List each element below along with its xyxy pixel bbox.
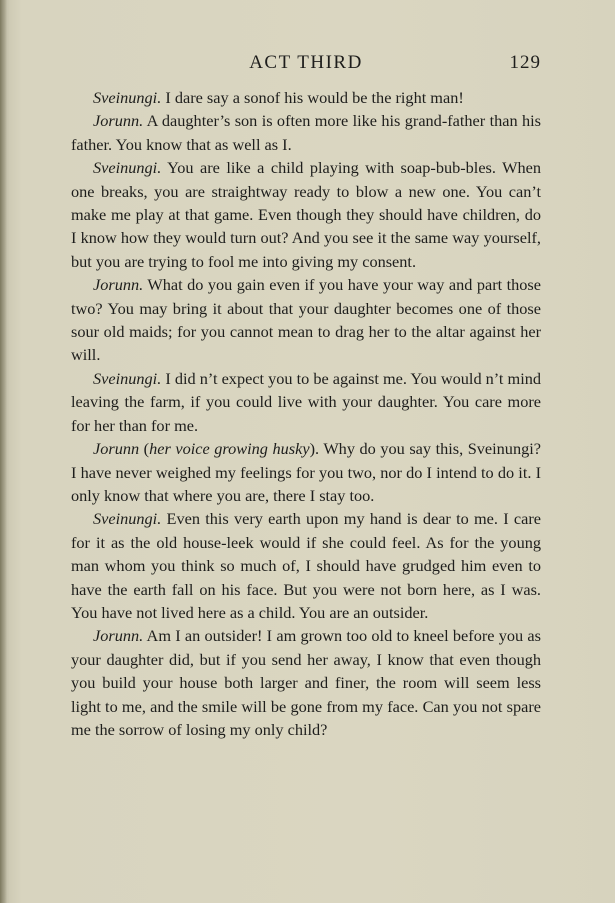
running-head: ACT THIRD (249, 52, 363, 73)
dialogue-paragraph (71, 86, 541, 109)
dialogue-paragraph (71, 273, 541, 367)
dialogue-paragraph (71, 156, 541, 273)
speaker-name: Jorunn. (93, 626, 144, 646)
book-page (71, 50, 541, 741)
speech-text: Even this very earth upon my hand is dear to me. I care for it as the old house-leek would if she could feel. As for the young man whom you think so much of, I should have grudged him even to have the earth fall on his face. But you were not born here, as I was. You have not lived here as a child. You are an outsider. (71, 509, 541, 622)
stage-direction: her voice growing husky (149, 439, 310, 459)
speaker-name: Sveinungi. (93, 509, 162, 529)
dialogue-paragraph (71, 437, 541, 507)
stage-direction-close: ). (309, 439, 320, 459)
speaker-name: Jorunn. (93, 111, 144, 131)
speech-text: I dare say a sonof his would be the right man! (161, 88, 464, 107)
dialogue-text (71, 86, 541, 741)
book-gutter-shadow (0, 0, 7, 903)
dialogue-paragraph (71, 367, 541, 437)
speaker-name: Sveinungi. (93, 158, 162, 178)
speech-text: Am I an outsider! I am grown too old to kneel before you as your daughter did, but if you send her away, I know that even though you build your house both larger and finer, the room will seem less light to me, and the smile will be gone from my face. Can you not spare me the sorrow of losing my only child? (71, 626, 541, 739)
stage-direction-open: ( (139, 439, 150, 459)
speech-text: Why do you say this, Sveinungi? I have never weighed my feelings for you two, nor do I intend to do it. I only know that where you are, there I stay too. (71, 439, 541, 505)
speech-text: A daughter’s son is often more like his grand-father than his father. You know that as well as I. (71, 111, 541, 154)
speaker-name: Sveinungi. (93, 368, 162, 388)
speaker-name: Sveinungi. (93, 88, 162, 107)
page-header (71, 50, 541, 82)
dialogue-paragraph (71, 624, 541, 741)
speaker-name: Jorunn. (93, 275, 144, 295)
speaker-name: Jorunn (93, 439, 140, 459)
dialogue-paragraph (71, 109, 541, 156)
speech-text: What do you gain even if you have your way and part those two? You may bring it about that your daughter becomes one of those sour old maids; for you cannot mean to drag her to the altar against her will. (71, 275, 541, 365)
speech-text: I did n’t expect you to be against me. You would n’t mind leaving the farm, if you could live with your daughter. You care more for her than for me. (71, 368, 541, 435)
page-number: 129 (509, 52, 541, 73)
speech-text: You are like a child playing with soap-bub-bles. When one breaks, you are straightway ready to blow a new one. You can’t make me play at that game. Even though they should have children, do I know how they would turn out? And you see it the same way yourself, but you are trying to fool me into giving my consent. (71, 158, 541, 271)
dialogue-paragraph (71, 507, 541, 624)
